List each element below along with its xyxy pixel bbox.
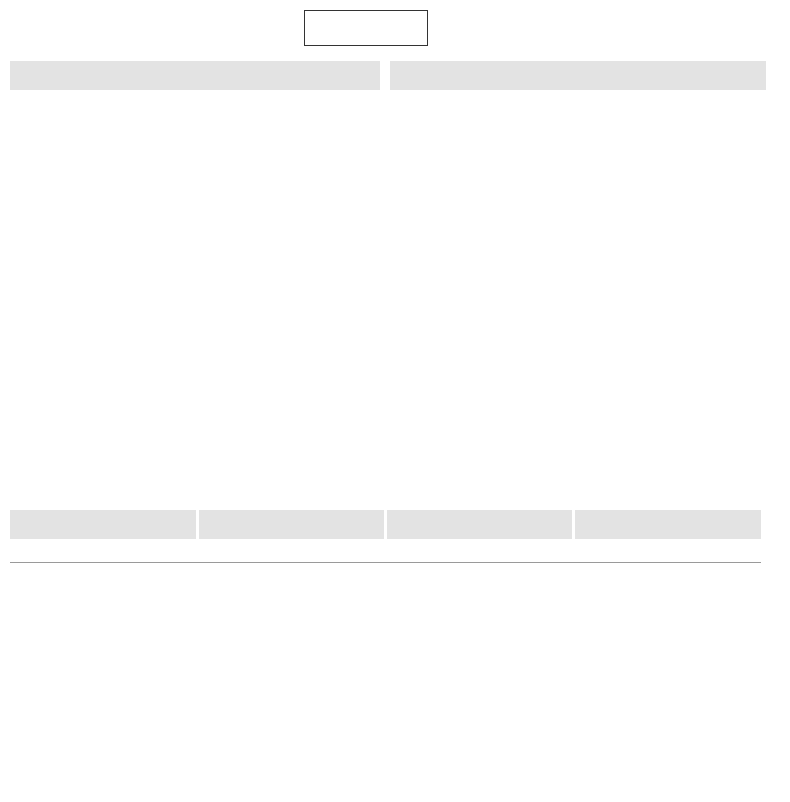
accuracy-header-cell <box>575 510 761 539</box>
accuracy-header-cell <box>199 510 384 539</box>
accuracy-heading <box>10 510 196 539</box>
accuracy-header-cell <box>387 510 572 539</box>
accuracy-column-headers <box>10 541 761 563</box>
general-specs-heading <box>10 61 380 90</box>
page-title <box>304 10 428 46</box>
environment-specs-heading <box>390 61 766 90</box>
